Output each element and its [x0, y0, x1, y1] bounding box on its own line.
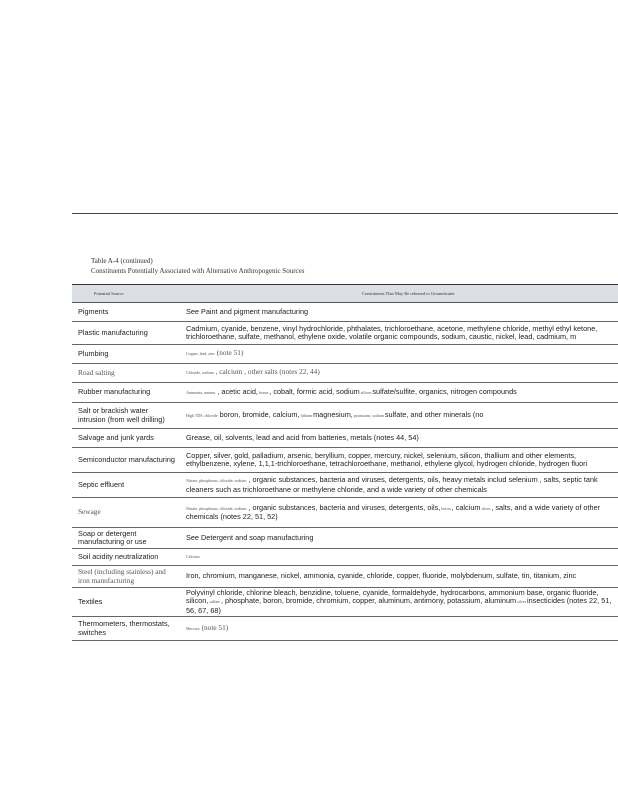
row-source: Plumbing — [72, 345, 176, 364]
constituent-text: , organic substances, bacteria and viruses, detergents, oils, — [246, 502, 441, 512]
row-constituents — [176, 528, 618, 549]
row-source: Soap or detergent manufacturing or use — [72, 528, 176, 549]
row-constituents — [176, 429, 618, 448]
row-source: Septic effluent — [72, 473, 176, 498]
row-constituents — [176, 403, 618, 429]
constituent-text: , phosphate, boron, bromide, chromium, copper, aluminum, antimony, potassium, aluminum — [220, 596, 517, 606]
row-constituents — [176, 473, 618, 498]
row-constituents — [176, 448, 618, 473]
table-row — [72, 429, 618, 448]
constituent-text: boron, bromide, calcium, — [217, 409, 300, 419]
row-constituents — [176, 498, 618, 528]
constituent-text: Calcium — [186, 554, 200, 560]
constituent-text: Nitrate, phosphorus, chloride, sodium — [186, 505, 247, 511]
row-source: Salt or brackish water intrusion (from well drilling) — [72, 403, 176, 429]
row-source: Rubber manufacturing — [72, 383, 176, 403]
constituent-text: Copper, silver, gold, palladium, arsenic, beryllium, copper, mercury, nickel, selenium, silicon, thallium and other elements, ethylbenzene, xylene, 1,1,1-trichloroethane, tetrachloroethane, methanol, ethylene glycol, hydrogen chloride, hydrogen fluori — [186, 450, 588, 468]
table-row — [72, 549, 618, 566]
constituent-text: , salts, septic tank cleaners such as trichloroethane or methylene chloride, and a wide variety of other chemicals — [186, 475, 598, 494]
constituent-text: , calcium , other salts (notes 22, 44) — [213, 367, 320, 377]
table-header-row — [72, 285, 618, 303]
row-source: Pigments — [72, 303, 176, 322]
constituent-text: , cobalt, formic acid, sodium — [269, 386, 360, 396]
constituent-text: (note 51) — [214, 348, 244, 358]
row-source: Road salting — [72, 364, 176, 383]
constituent-text: High TDS, chloride — [186, 412, 218, 418]
table-row — [72, 617, 618, 641]
constituent-text: potassium, sodium — [352, 412, 385, 418]
constituent-text: Iron, chromium, manganese, nickel, ammonia, cyanide, chloride, copper, fluoride, molybdenum, sulfate, tin, titanium, zinc — [186, 571, 577, 581]
row-source: Soil acidity neutralization — [72, 549, 176, 566]
row-constituents — [176, 345, 618, 364]
row-source: Semiconductor manufacturing — [72, 448, 176, 473]
table-row — [72, 566, 618, 588]
row-constituents — [176, 364, 618, 383]
table-row — [72, 498, 618, 528]
row-source: Steel (including stainless) and iron manufacturing — [72, 566, 176, 588]
constituent-text: boron — [440, 505, 452, 511]
table-row — [72, 303, 618, 322]
constituent-text: boron — [257, 389, 270, 395]
constituent-text: Nitrate, phosphorus, chloride, sodium — [186, 478, 247, 483]
row-source: Thermometers, thermostats, switches — [72, 617, 176, 641]
constituent-text: magnesium, — [313, 409, 353, 419]
table-row — [72, 383, 618, 403]
constituent-text: (note 51) — [199, 622, 229, 632]
header-potential-source: Potential Source — [72, 285, 176, 303]
constituent-text: Mercury — [186, 625, 200, 631]
constituent-text: lithium — [299, 412, 314, 418]
row-constituents — [176, 303, 618, 322]
constituent-text: Copper, lead, zinc — [186, 351, 215, 357]
constituent-text: sulfate — [208, 599, 221, 605]
constituent-text: , acetic acid, — [215, 386, 258, 396]
row-constituents — [176, 322, 618, 345]
row-source: Salvage and junk yards — [72, 429, 176, 448]
table-row — [72, 448, 618, 473]
constituent-text: Polyvinyl chloride, chlorine bleach, benzidine, toluene, cyanide, formaldehyde, hydrocarbons, ammonium base, organic fluoride, silicon, — [186, 587, 599, 606]
constituent-text: Grease, oil, solvents, lead and acid from batteries, metals (notes 44, 54) — [186, 432, 419, 442]
row-source: Textiles — [72, 588, 176, 617]
row-constituents — [176, 549, 618, 566]
constituent-text: See Paint and pigment manufacturing — [186, 306, 309, 316]
header-constituents: Constituents That May Be released to Groundwater — [176, 285, 618, 303]
constituent-text: silver — [516, 599, 527, 605]
row-constituents — [176, 588, 618, 617]
row-constituents — [176, 383, 618, 403]
table-row — [72, 528, 618, 549]
table-row — [72, 473, 618, 498]
table-row — [72, 345, 618, 364]
constituent-text: Chloride, sodium — [186, 370, 214, 376]
constituent-text: sulfate, and other minerals (no — [384, 409, 484, 419]
constituent-text: silver — [480, 505, 492, 511]
constituent-text: silicon — [359, 389, 373, 395]
row-constituents — [176, 566, 618, 588]
constituent-text: sulfate/sulfite, organics, nitrogen compounds — [372, 386, 517, 396]
row-source: Plastic manufacturing — [72, 322, 176, 345]
constituent-text: See Detergent and soap manufacturing — [186, 532, 314, 542]
constituent-text: , organic substances, bacteria and viruses, detergents, oils, heavy metals includ selenium — [246, 475, 538, 484]
constituent-text: insecticides (notes 22, 51, 56, 67, 68) — [186, 596, 612, 615]
constituent-text: Ammonia, amines — [186, 389, 216, 395]
table-row — [72, 364, 618, 383]
table-row — [72, 403, 618, 429]
table-caption-number: Table A-4 (continued) — [91, 257, 153, 265]
table-row — [72, 588, 618, 617]
row-source: Sewage — [72, 498, 176, 528]
constituent-text: , salts, and a wide variety of other chemicals (notes 22, 51, 52) — [186, 502, 601, 521]
table-caption-title: Constituents Potentially Associated with Alternative Anthropogenic Sources — [91, 267, 305, 275]
constituents-table — [72, 284, 618, 641]
constituent-text: Cadmium, cyanide, benzene, vinyl hydrochloride, phthalates, trichloroethane, acetone, methylene chloride, methyl ethyl ketone, trichloroethane, sulfate, methanol, ethylene oxide, volatile organic compounds, sodium, caustic, nickel, lead, cadmium, m — [186, 323, 598, 341]
row-constituents — [176, 617, 618, 641]
constituent-text: , calcium — [451, 502, 481, 512]
top-rule — [72, 213, 618, 214]
table-row — [72, 322, 618, 345]
